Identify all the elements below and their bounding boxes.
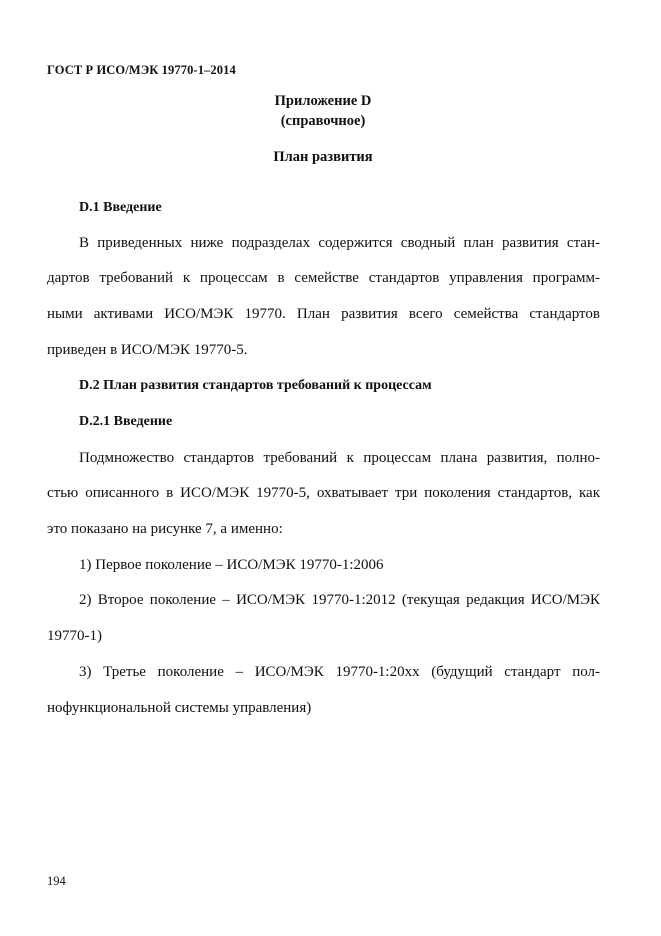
section-heading-d1: D.1 Введение: [79, 200, 162, 215]
list-item-2: 2) Второе поколение – ИСО/МЭК 19770-1:2012 (текущая редакция ИСО/МЭК: [79, 592, 600, 608]
section-heading-d2: D.2 План развития стандартов требований к процессам: [79, 378, 432, 393]
appendix-subtitle: (справочное): [280, 113, 366, 129]
paragraph-line: это показано на рисунке 7, а именно:: [47, 521, 283, 537]
paragraph-line: приведен в ИСО/МЭК 19770-5.: [47, 342, 248, 358]
list-item-3: 3) Третье поколение – ИСО/МЭК 19770-1:20xx (будущий стандарт пол-: [79, 664, 600, 680]
list-item-3-continuation: нофункциональной системы управления): [47, 700, 312, 716]
list-item-1: 1) Первое поколение – ИСО/МЭК 19770-1:2006: [79, 557, 384, 573]
paragraph-line: дартов требований к процессам в семействе стандартов управления программ-: [47, 270, 600, 286]
section-heading-d21: D.2.1 Введение: [79, 414, 173, 429]
paragraph-line: ными активами ИСО/МЭК 19770. План развития всего семейства стандартов: [47, 306, 600, 322]
paragraph-line: стью описанного в ИСО/МЭК 19770-5, охватывает три поколения стандартов, как: [47, 485, 600, 501]
standard-header: ГОСТ Р ИСО/МЭК 19770-1–2014: [47, 63, 236, 77]
paragraph-line: В приведенных ниже подразделах содержится сводный план развития стан-: [79, 235, 600, 251]
list-item-2-continuation: 19770-1): [47, 628, 102, 644]
appendix-title: Приложение D: [274, 93, 372, 109]
paragraph-line: Подмножество стандартов требований к процессам плана развития, полно-: [79, 450, 600, 466]
page-number: 194: [47, 874, 66, 888]
appendix-heading: План развития: [273, 149, 373, 165]
